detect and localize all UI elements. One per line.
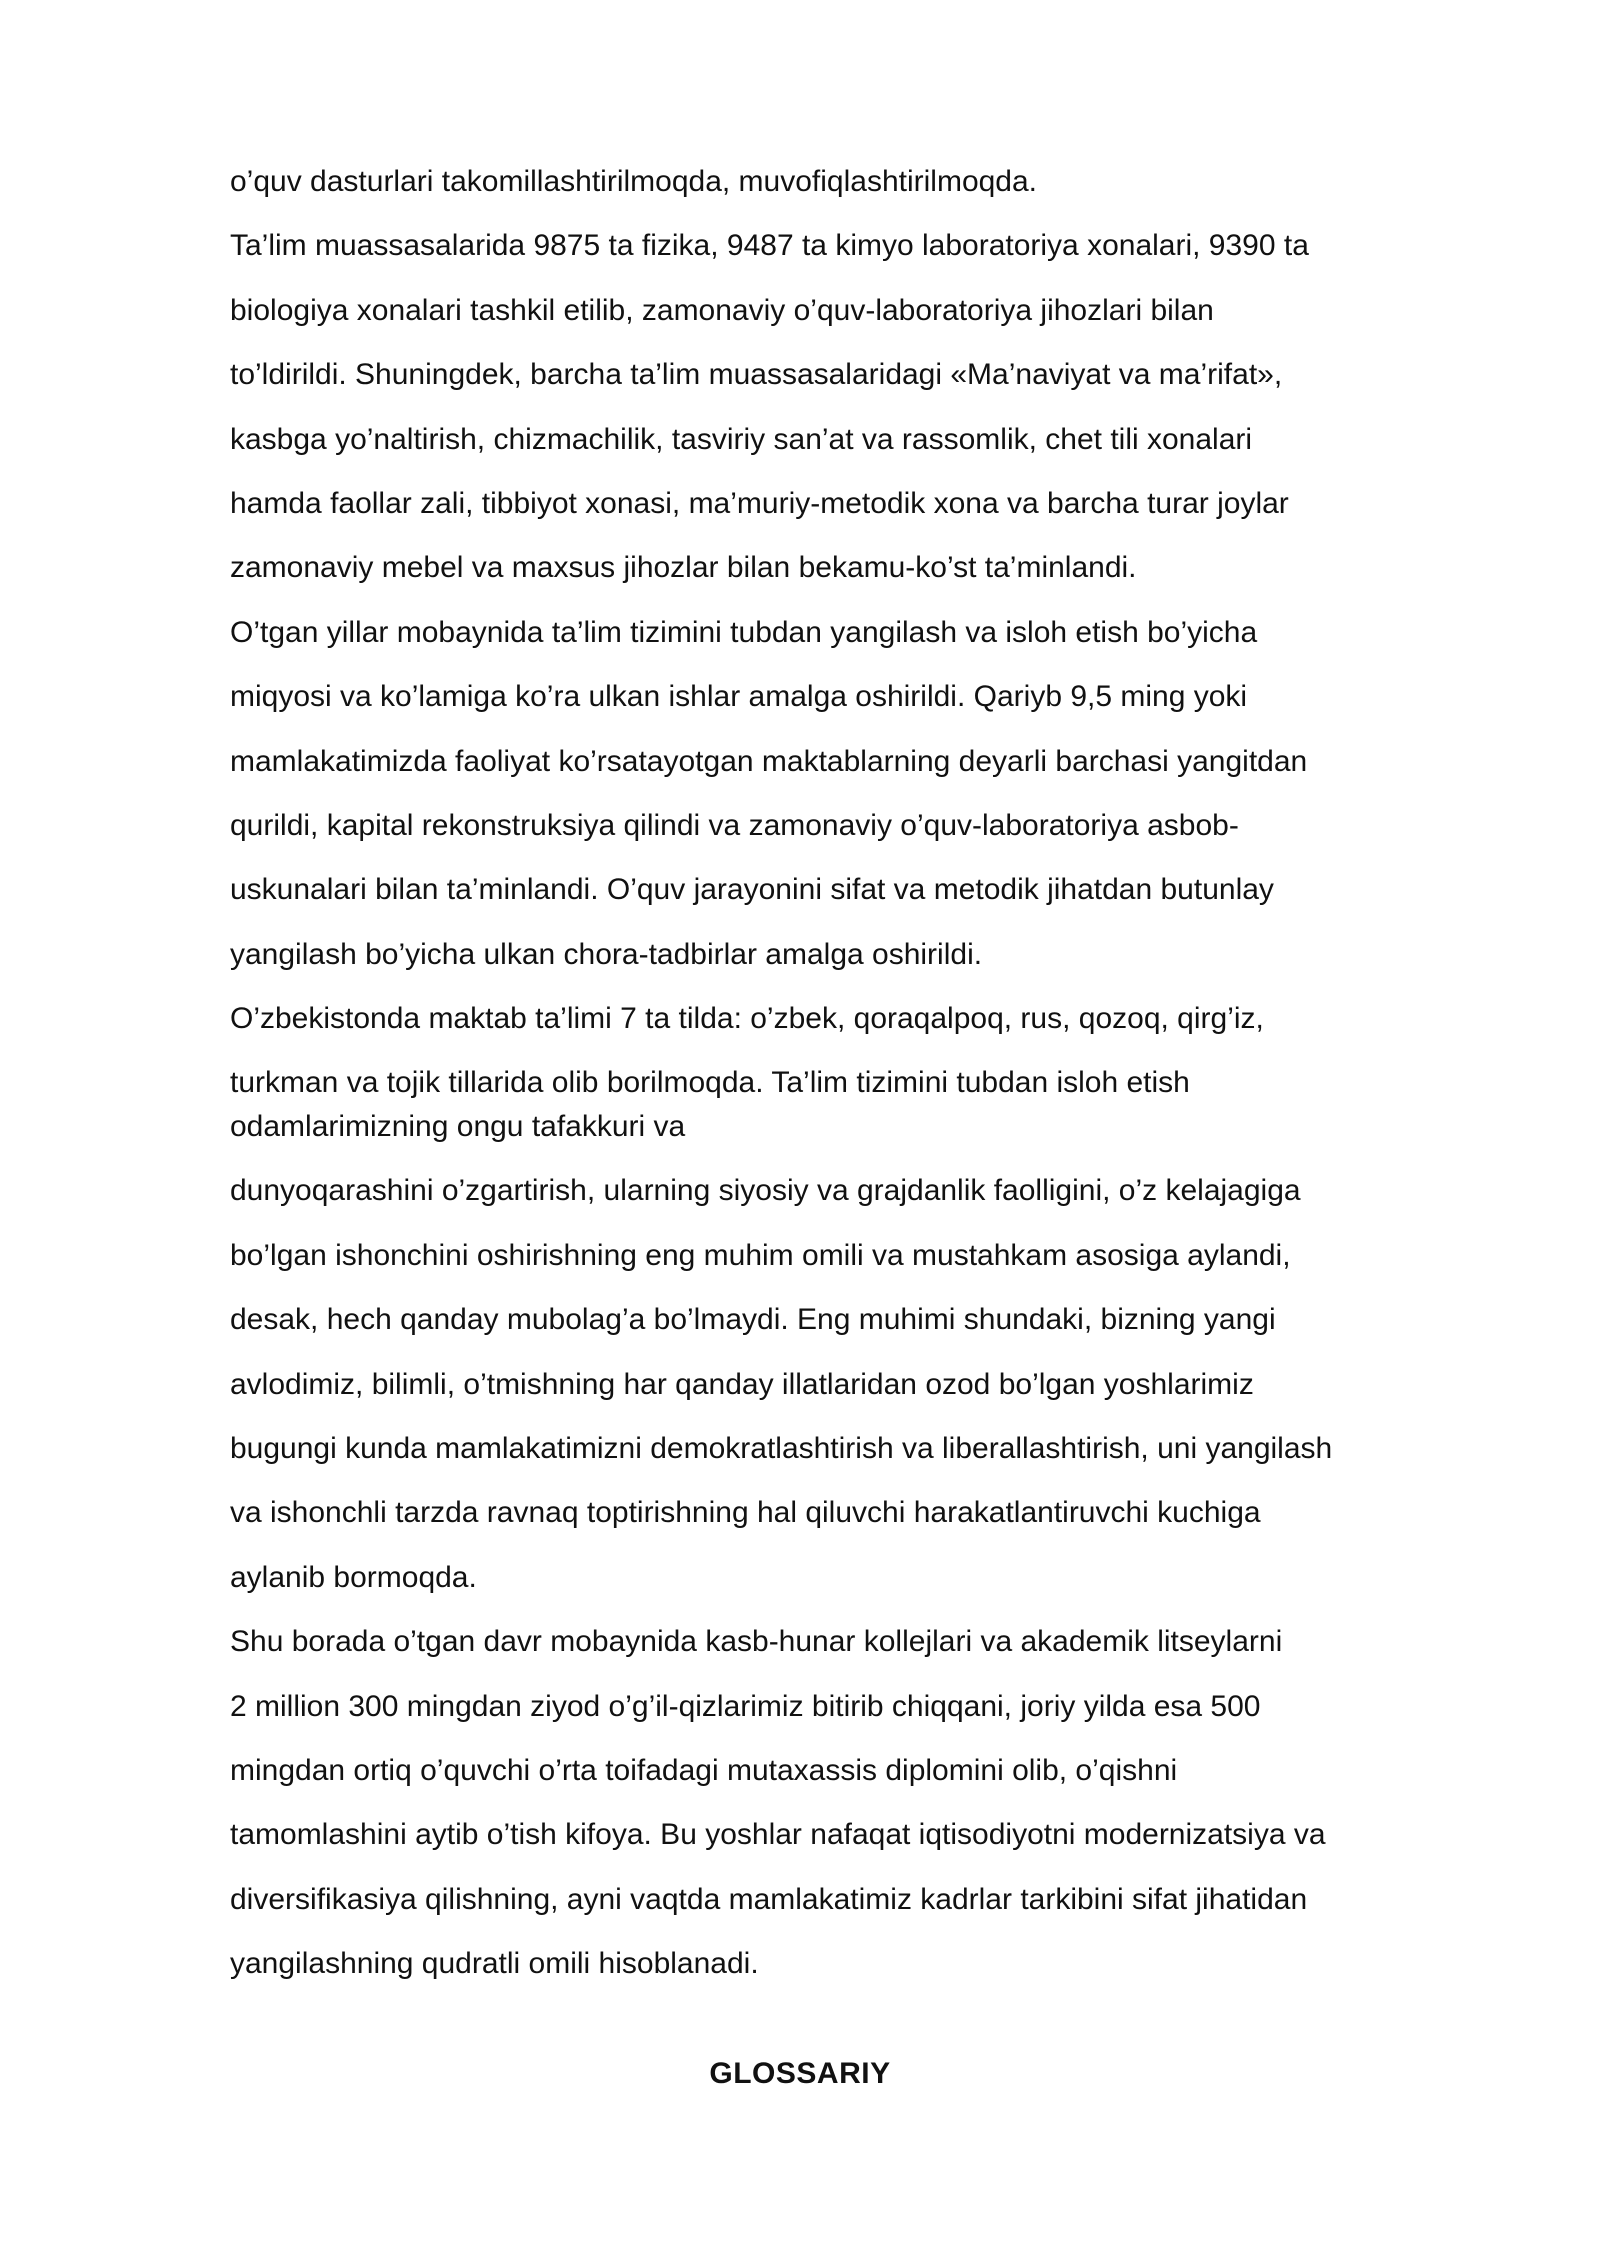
text-line: miqyosi va ko’lamiga ko’ra ulkan ishlar amalga oshirildi. Qariyb 9,5 ming yoki [230,680,1248,714]
text-line: turkman va tojik tillarida olib borilmoqda. Ta’lim tizimini tubdan isloh etish [230,1066,1190,1100]
text-line: Shu borada o’tgan davr mobaynida kasb-hunar kollejlari va akademik litseylarni [230,1625,1283,1659]
text-line: bugungi kunda mamlakatimizni demokratlashtirish va liberallashtirish, uni yangilash [230,1432,1333,1466]
text-line: mingdan ortiq o’quvchi o’rta toifadagi mutaxassis diplomini olib, o’qishni [230,1753,1178,1787]
text-line: to’ldirildi. Shuningdek, barcha ta’lim muassasalaridagi «Ma’naviyat va ma’rifat», [230,358,1283,392]
text-line: mamlakatimizda faoliyat ko’rsatayotgan maktablarning deyarli barchasi yangitdan [230,744,1308,778]
text-line: O’tgan yillar mobaynida ta’lim tizimini tubdan yangilash va isloh etish bo’yicha [230,615,1258,649]
text-line: zamonaviy mebel va maxsus jihozlar bilan bekamu-ko’st ta’minlandi. [230,551,1137,585]
text-line: desak, hech qanday mubolag’a bo’lmaydi. Eng muhimi shundaki, bizning yangi [230,1303,1276,1337]
section-heading: GLOSSARIY [709,2057,891,2090]
text-line: 2 million 300 mingdan ziyod o’g’il-qizlarimiz bitirib chiqqani, joriy yilda esa 500 [230,1689,1261,1723]
text-line: diversifikasiya qilishning, ayni vaqtda mamlakatimiz kadrlar tarkibini sifat jihatidan [230,1882,1308,1916]
text-line: odamlarimizning ongu tafakkuri va [230,1110,686,1144]
text-line: aylanib bormoqda. [230,1560,477,1594]
text-line: qurildi, kapital rekonstruksiya qilindi va zamonaviy o’quv-laboratoriya asbob- [230,808,1239,842]
text-line: O’zbekistonda maktab ta’limi 7 ta tilda: o’zbek, qoraqalpoq, rus, qozoq, qirg’iz, [230,1002,1264,1036]
text-line: hamda faollar zali, tibbiyot xonasi, ma’muriy-metodik xona va barcha turar joylar [230,486,1289,520]
document-body [230,150,1430,1997]
text-line: avlodimiz, bilimli, o’tmishning har qanday illatlaridan ozod bo’lgan yoshlarimiz [230,1367,1254,1401]
text-line: Ta’lim muassasalarida 9875 ta fizika, 9487 ta kimyo laboratoriya xonalari, 9390 ta [230,229,1309,263]
text-line: bo’lgan ishonchini oshirishning eng muhim omili va mustahkam asosiga aylandi, [230,1238,1291,1272]
text-line: yangilashning qudratli omili hisoblanadi. [230,1947,759,1981]
text-line: dunyoqarashini o’zgartirish, ularning siyosiy va grajdanlik faolligini, o’z kelajagiga [230,1174,1301,1208]
text-line: o’quv dasturlari takomillashtirilmoqda, muvofiqlashtirilmoqda. [230,165,1038,198]
text-line: biologiya xonalari tashkil etilib, zamonaviy o’quv-laboratoriya jihozlari bilan [230,293,1214,327]
text-line: kasbga yo’naltirish, chizmachilik, tasviriy san’at va rassomlik, chet tili xonalari [230,422,1253,456]
text-line: va ishonchli tarzda ravnaq toptirishning hal qiluvchi harakatlantiruvchi kuchiga [230,1496,1261,1530]
text-line: tamomlashini aytib o’tish kifoya. Bu yoshlar nafaqat iqtisodiyotni modernizatsiya va [230,1818,1326,1852]
text-line: uskunalari bilan ta’minlandi. O’quv jarayonini sifat va metodik jihatdan butunlay [230,873,1274,907]
text-line: yangilash bo’yicha ulkan chora-tadbirlar amalga oshirildi. [230,937,983,971]
